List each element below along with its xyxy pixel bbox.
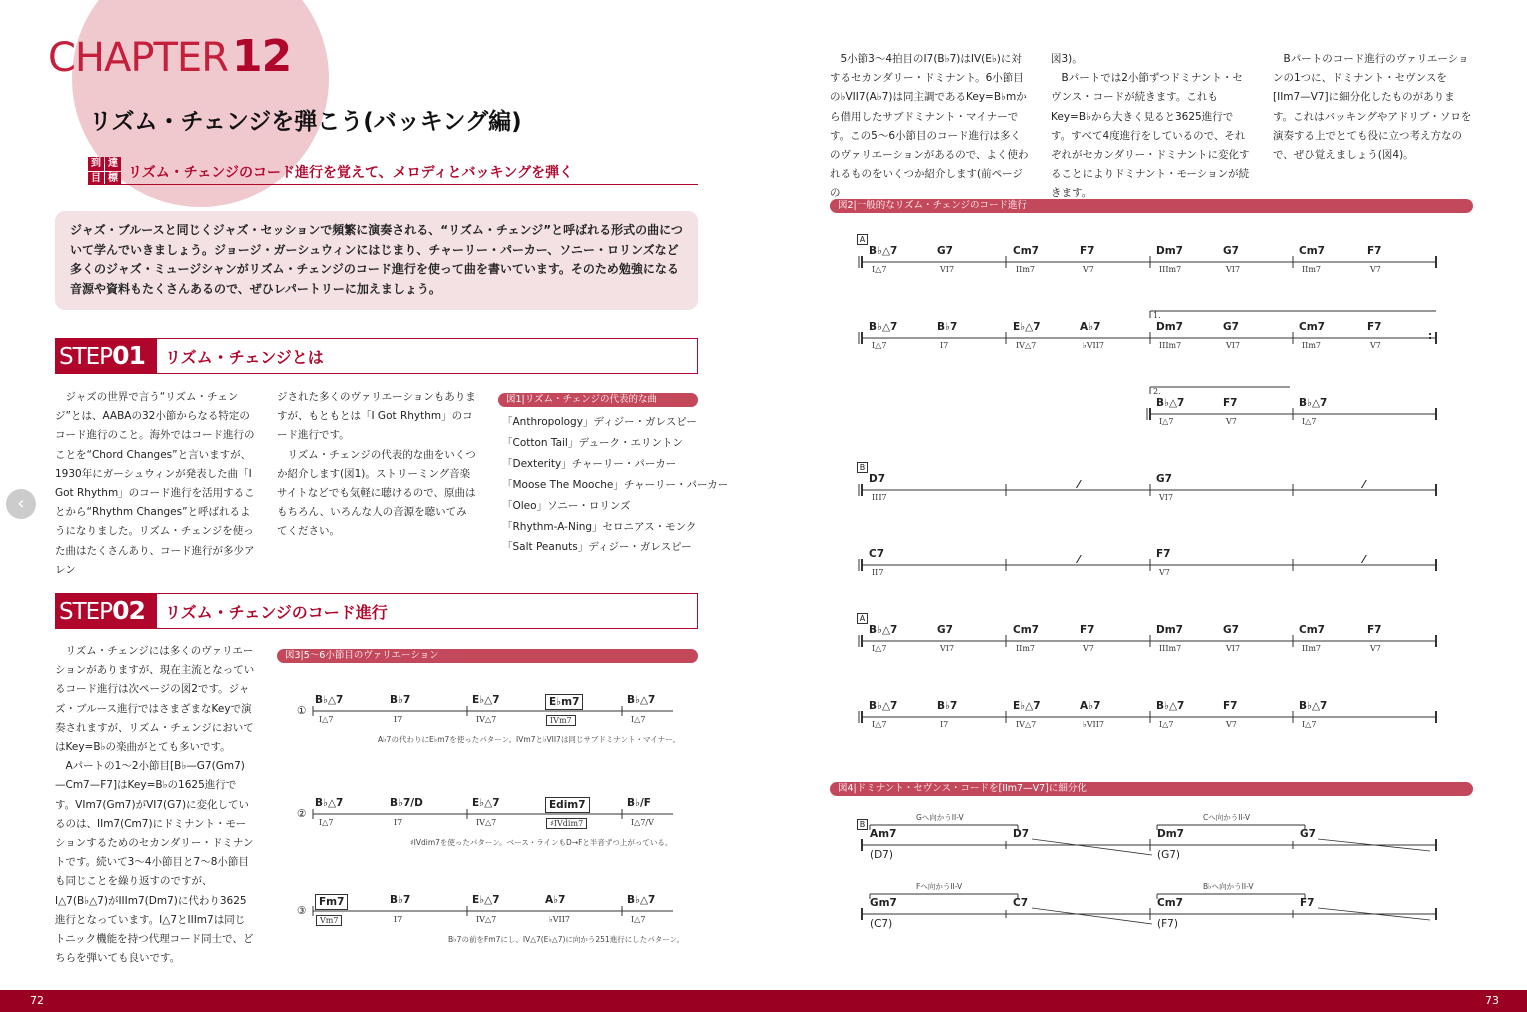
chord-symbol: E♭△7 <box>472 797 500 809</box>
repeat-slash: ⁄ <box>1363 479 1365 491</box>
degree-label: ♭VII7 <box>1083 720 1104 729</box>
page-number-left: 72 <box>30 994 44 1007</box>
chord-symbol: F7 <box>1367 624 1382 636</box>
substitute-chord: (C7) <box>870 918 893 930</box>
degree-label: I△7/V <box>631 818 654 827</box>
chord-symbol: F7 <box>1367 321 1382 333</box>
degree-label: II7 <box>872 568 884 577</box>
chord-symbol: G7 <box>1300 828 1316 840</box>
degree-label: Vm7 <box>316 915 342 926</box>
figure-note: A♭7の代わりにE♭m7を使ったパターン。IVm7と♭VII7は同じサブドミナント・マイナー。 <box>378 735 681 744</box>
degree-label: IV△7 <box>1016 341 1037 350</box>
chord-symbol: B♭△7 <box>627 894 656 906</box>
degree-label: IIIm7 <box>1159 644 1182 653</box>
degree-label: IIm7 <box>1302 265 1321 274</box>
chord-symbol: B♭7 <box>937 700 958 712</box>
chord-symbol: Cm7 <box>1299 321 1325 333</box>
chord-symbol: Dm7 <box>1157 828 1184 840</box>
degree-label: V7 <box>1226 720 1237 729</box>
row-number: ② <box>297 808 307 820</box>
degree-label: I△7 <box>319 818 334 827</box>
degree-label: I△7 <box>631 715 646 724</box>
chord-symbol: B♭/F <box>627 797 651 809</box>
ending-number: 1. <box>1153 311 1161 320</box>
chord-symbol: G7 <box>1156 473 1172 485</box>
degree-label: V7 <box>1370 265 1381 274</box>
chord-symbol: E♭m7 <box>545 694 583 710</box>
chord-symbol: B♭△7 <box>1299 700 1328 712</box>
degree-label: ♭VII7 <box>549 915 570 924</box>
chord-symbol: G7 <box>1223 321 1239 333</box>
chord-symbol: F7 <box>1080 624 1095 636</box>
chord-symbol: E♭△7 <box>1013 700 1041 712</box>
chapter-number: 12 <box>232 31 292 82</box>
ending-number: 2. <box>1153 387 1161 396</box>
row-number: ① <box>297 705 307 717</box>
chord-symbol: G7 <box>937 245 953 257</box>
list-item: 「Moose The Mooche」チャーリー・パーカー <box>502 478 729 491</box>
figure-note: B♭7の前をFm7にし、IV△7(E♭△7)に向かう251進行にしたパターン。 <box>448 935 684 944</box>
chord-symbol: F7 <box>1367 245 1382 257</box>
fig4-title: 図4|ドミナント・セヴンス・コードを[IIm7—V7]に細分化 <box>830 782 1473 796</box>
chord-symbol: B♭△7 <box>869 245 898 257</box>
degree-label: I7 <box>394 915 403 924</box>
chord-symbol: B♭7/D <box>390 797 423 809</box>
degree-label: I△7 <box>1159 417 1174 426</box>
degree-label: V7 <box>1370 644 1381 653</box>
list-item: 「Salt Peanuts」ディジー・ガレスピー <box>502 541 692 554</box>
list-item: 「Oleo」ソニー・ロリンズ <box>502 499 631 512</box>
chord-symbol: Dm7 <box>1156 321 1183 333</box>
chord-symbol: E♭△7 <box>1013 321 1041 333</box>
right-column-3: Bパートのコード進行のヴァリエーションの1つに、ドミナント・セヴンスを[IIm7—V7]に細分化したものがあります。これはバッキングやアドリブ・ソロを演奏する上でとても役に立つ考え方なので、ぜひ覚えましょう(図4)。 <box>1273 53 1472 162</box>
degree-label: VI7 <box>1159 493 1174 502</box>
degree-label: IV△7 <box>1016 720 1037 729</box>
degree-label: I7 <box>940 720 949 729</box>
fig3-title: 図3|5〜6小節目のヴァリエーション <box>277 649 698 663</box>
step1-column-2: ジされた多くのヴァリエーションもありますが、もともとは「I Got Rhythm」のコード進行です。 リズム・チェンジの代表的な曲をいくつか紹介します(図1)。ストリーミング音楽サイトなどでも気軽に聴けるので、原曲はもちろん、いろんな人の音源を聴いてみてください。 <box>277 391 476 538</box>
bracket-label: Gへ向かうII-V <box>916 813 964 822</box>
chord-symbol: E♭△7 <box>472 694 500 706</box>
arrow-line <box>1032 839 1152 855</box>
degree-label: I△7 <box>1302 417 1317 426</box>
chord-symbol: B♭7 <box>390 694 411 706</box>
chord-symbol: G7 <box>1223 624 1239 636</box>
degree-label: I7 <box>394 715 403 724</box>
list-item: 「Rhythm-A-Ning」セロニアス・モンク <box>502 520 697 533</box>
degree-label: IIIm7 <box>1159 341 1182 350</box>
chord-symbol: Cm7 <box>1013 624 1039 636</box>
chord-symbol: A♭7 <box>545 894 566 906</box>
list-item: 「Dexterity」チャーリー・パーカー <box>502 457 677 470</box>
degree-label: I△7 <box>1159 720 1174 729</box>
degree-label: V7 <box>1083 265 1094 274</box>
degree-label: I△7 <box>631 915 646 924</box>
repeat-slash: ⁄ <box>1078 479 1080 491</box>
figure-note: ♯IVdim7を使ったパターン。ベース・ラインもD→Fと半音ずつ上がっている。 <box>410 838 673 847</box>
section-marker: A <box>857 234 868 245</box>
chord-symbol: Dm7 <box>1156 624 1183 636</box>
chord-symbol: Edim7 <box>545 797 590 813</box>
intro-box: ジャズ・ブルースと同じくジャズ・セッションで頻繁に演奏される、“リズム・チェンジ”と呼ばれる形式の曲について学んでいきましょう。ジョージ・ガーシュウィンにはじまり、チャーリー・パーカー、ソニー・ロリンズなど多くのジャズ・ミュージシャンがリズム・チェンジのコード進行を使って曲を書いています。そのため勉強になる音源や資料もたくさんあるので、ぜひレパートリーに加えましょう。 <box>55 211 698 310</box>
repeat-dots: : <box>1428 330 1433 342</box>
chord-symbol: Gm7 <box>870 897 897 909</box>
chord-symbol: F7 <box>1080 245 1095 257</box>
goal-label: 到 達 目 標 <box>88 157 120 185</box>
degree-label: I7 <box>394 818 403 827</box>
degree-label: IIIm7 <box>1159 265 1182 274</box>
degree-label: V7 <box>1370 341 1381 350</box>
fig2-title: 図2|一般的なリズム・チェンジのコード進行 <box>830 199 1473 213</box>
row-number: ③ <box>297 905 307 917</box>
chord-symbol: D7 <box>1013 828 1030 840</box>
degree-label: V7 <box>1226 417 1237 426</box>
chord-symbol: Dm7 <box>1156 245 1183 257</box>
chord-symbol: F7 <box>1300 897 1315 909</box>
chord-symbol: F7 <box>1223 397 1238 409</box>
degree-label: ♭VII7 <box>1083 341 1104 350</box>
page-number-right: 73 <box>1485 994 1499 1007</box>
degree-label: IV△7 <box>476 715 497 724</box>
bracket-label: B♭へ向かうII-V <box>1203 882 1254 891</box>
degree-label: VI7 <box>940 265 955 274</box>
chord-symbol: B♭△7 <box>869 321 898 333</box>
right-column-2: 図3)。 Bパートでは2小節ずつドミナント・セヴンス・コードが続きます。これもKey=B♭から大きく見ると3625進行です。すべて4度進行をしているので、それぞれがセカンダリー・ドミナントに変化することによりドミナント・モーションが続きます。 <box>1051 53 1250 200</box>
bracket-label: Fへ向かうII-V <box>916 882 963 891</box>
chord-symbol: B♭△7 <box>1156 700 1185 712</box>
substitute-chord: (G7) <box>1157 849 1181 861</box>
degree-label: VI7 <box>1226 265 1241 274</box>
list-item: 「Cotton Tail」デューク・エリントン <box>502 436 684 449</box>
section-marker: A <box>857 613 868 624</box>
chord-symbol: A♭7 <box>1080 321 1101 333</box>
chord-symbol: Fm7 <box>315 894 348 910</box>
chord-symbol: F7 <box>1156 548 1171 560</box>
right-column-1: 5小節3〜4拍目のI7(B♭7)はIV(E♭)に対するセカンダリー・ドミナント。6小節目の♭VII7(A♭7)は同主調であるKey=B♭mから借用したサブドミナント・マイナーです。この5〜6小節目のコード進行は多くのヴァリエーションがあるので、よく使われるものをいくつか紹介します(前ページの <box>830 53 1029 200</box>
degree-label: I△7 <box>872 644 887 653</box>
degree-label: I△7 <box>1302 720 1317 729</box>
degree-label: V7 <box>1159 568 1170 577</box>
step2-column: リズム・チェンジには多くのヴァリエーションがありますが、現在主流となっているコード進行は次ページの図2です。ジャズ・ブルース進行ではさまざまなKeyで演奏されますが、リズム・チェンジにおいてはKey=B♭の楽曲がとても多いです。 Aパートの1〜2小節目[B♭—G7(Gm7)—Cm7—F7]はKey=B♭の1625進行です。VIm7(Gm7)がVI7(G7)に変化しているのは、IIm7(Cm7)にドミナント・モーションするためのセカンダリー・ドミナントです。続いて3〜4小節目と7〜8小節目も同じことを繰り返すのですが、I△7(B♭△7)がIIIm7(Dm7)に代わり3625進行となっています。I△7とIIIm7は同じトニック機能を持つ代理コード同士で、どちらを弾いても良いです。 <box>55 645 255 965</box>
degree-label: IIm7 <box>1302 644 1321 653</box>
repeat-slash: ⁄ <box>1078 554 1080 566</box>
degree-label: I△7 <box>872 720 887 729</box>
list-item: 「Anthropology」ディジー・ガレスピー <box>502 416 697 428</box>
degree-label: IIm7 <box>1016 644 1035 653</box>
chord-symbol: C7 <box>869 548 885 560</box>
chord-symbol: Cm7 <box>1013 245 1039 257</box>
degree-label: III7 <box>872 493 887 502</box>
degree-label: VI7 <box>940 644 955 653</box>
chord-symbol: Am7 <box>870 828 897 840</box>
chord-symbol: B♭△7 <box>1299 397 1328 409</box>
degree-label: I7 <box>940 341 949 350</box>
step1-column-1: ジャズの世界で言う“リズム・チェンジ”とは、AABAの32小節からなる特定のコード進行のこと。海外ではコード進行のことを“Chord Changes”と言いますが、1930年にガーシュウィンが発表した曲「I Got Rhythm」のコード進行を活用することから“Rhythm Changes”と呼ばれるようになりました。リズム・チェンジを使った曲はたくさんあり、コード進行が多少アレン <box>55 391 255 576</box>
chord-symbol: Cm7 <box>1299 245 1325 257</box>
degree-label: IV△7 <box>476 818 497 827</box>
repeat-slash: ⁄ <box>1363 554 1365 566</box>
fig1-title: 図1|リズム・チェンジの代表的な曲 <box>498 393 698 407</box>
chord-symbol: D7 <box>869 473 886 485</box>
page-title: リズム・チェンジを弾こう(バッキング編) <box>89 109 522 135</box>
chevron-left-icon: ‹ <box>17 493 25 514</box>
chord-symbol: B♭△7 <box>1156 397 1185 409</box>
degree-label: V7 <box>1083 644 1094 653</box>
chord-symbol: B♭△7 <box>869 624 898 636</box>
degree-label: VI7 <box>1226 644 1241 653</box>
degree-label: I△7 <box>872 341 887 350</box>
step-01-header: STEP01 リズム・チェンジとは <box>55 338 698 374</box>
chapter-heading: CHAPTER12 <box>48 31 292 82</box>
degree-label: IVm7 <box>546 715 576 726</box>
degree-label: IIm7 <box>1016 265 1035 274</box>
chord-symbol: B♭△7 <box>869 700 898 712</box>
degree-label: IV△7 <box>476 915 497 924</box>
goal-text: リズム・チェンジのコード進行を覚えて、メロディとバッキングを弾く <box>128 165 574 181</box>
chord-symbol: B♭7 <box>390 894 411 906</box>
degree-label: I△7 <box>319 715 334 724</box>
degree-label: IIm7 <box>1302 341 1321 350</box>
substitute-chord: (F7) <box>1157 918 1178 930</box>
step-01-title: リズム・チェンジとは <box>165 348 324 367</box>
chord-symbol: B♭△7 <box>315 797 344 809</box>
step-02-header: STEP02 リズム・チェンジのコード進行 <box>55 593 698 629</box>
section-marker: B <box>857 462 868 473</box>
chord-symbol: C7 <box>1013 897 1029 909</box>
chord-symbol: A♭7 <box>1080 700 1101 712</box>
chord-symbol: F7 <box>1223 700 1238 712</box>
chord-symbol: B♭7 <box>937 321 958 333</box>
chord-symbol: B♭△7 <box>315 694 344 706</box>
chord-symbol: Cm7 <box>1157 897 1183 909</box>
chord-symbol: B♭△7 <box>627 694 656 706</box>
degree-label: VI7 <box>1226 341 1241 350</box>
chord-symbol: G7 <box>1223 245 1239 257</box>
section-marker: B <box>857 819 868 830</box>
bracket-label: Cへ向かうII-V <box>1203 813 1251 822</box>
step-02-title: リズム・チェンジのコード進行 <box>165 603 388 622</box>
degree-label: ♯IVdim7 <box>546 818 587 829</box>
chord-symbol: E♭△7 <box>472 894 500 906</box>
substitute-chord: (D7) <box>870 849 893 861</box>
degree-label: I△7 <box>872 265 887 274</box>
arrow-line <box>1032 908 1152 924</box>
chord-symbol: Cm7 <box>1299 624 1325 636</box>
chord-symbol: G7 <box>937 624 953 636</box>
